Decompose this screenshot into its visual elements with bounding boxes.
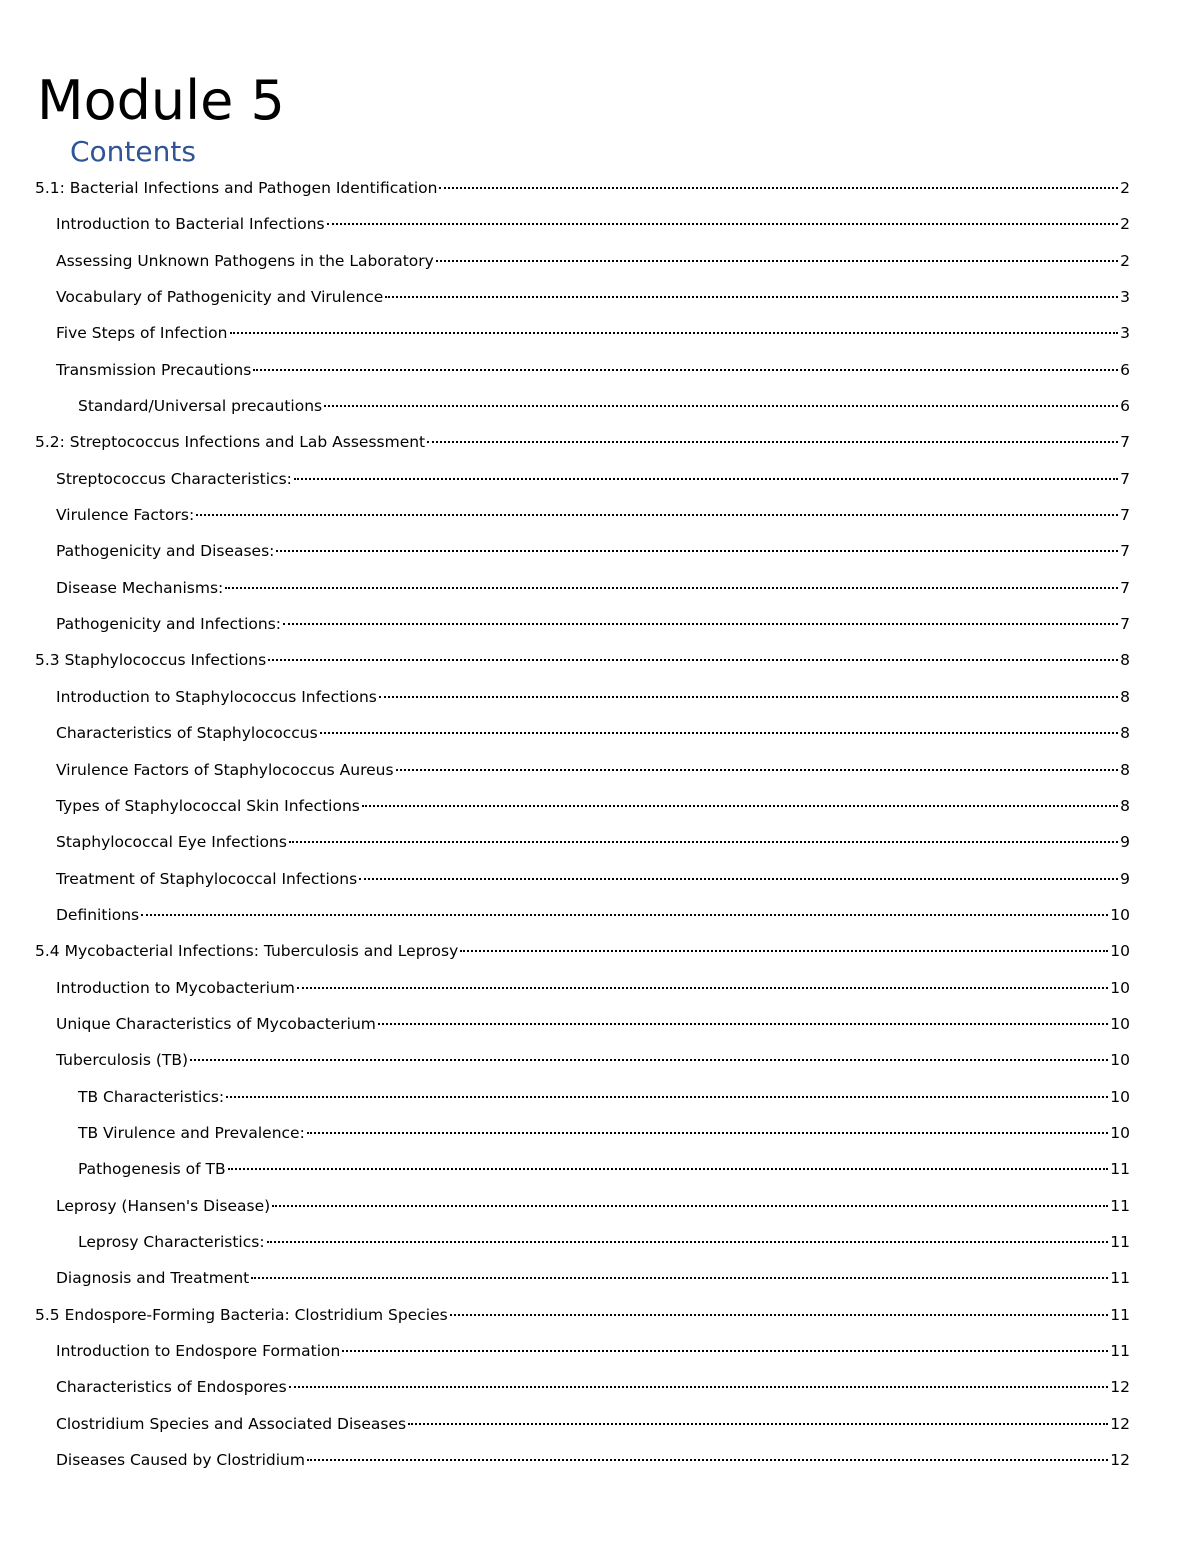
toc-entry-label: Leprosy (Hansen's Disease) [56,1196,271,1215]
toc-entry[interactable] [35,970,1130,1006]
toc-entry[interactable] [35,315,1130,351]
toc-entry-label: TB Virulence and Prevalence: [78,1123,305,1142]
toc-entry-label: 5.2: Streptococcus Infections and Lab Assessment [35,433,426,452]
toc-entry-label: Standard/Universal precautions [78,397,323,416]
toc-page-number: 10 [1110,1051,1130,1070]
toc-entry[interactable] [35,1115,1130,1151]
toc-entry[interactable] [35,533,1130,569]
toc-entry[interactable] [35,752,1130,788]
toc-entry-label: Assessing Unknown Pathogens in the Laboratory [56,251,434,270]
toc-entry-label: Staphylococcal Eye Infections [56,833,287,852]
toc-entry-label: Introduction to Bacterial Infections [56,215,325,234]
toc-page-number: 3 [1120,288,1130,307]
toc-page-number: 9 [1120,833,1130,852]
toc-entry[interactable] [35,679,1130,715]
toc-page-number: 7 [1120,578,1130,597]
toc-page-number: 7 [1120,542,1130,561]
toc-entry-label: TB Characteristics: [78,1087,225,1106]
toc-dot-leader [436,260,1118,262]
toc-entry-label: Pathogenicity and Infections: [56,615,282,634]
toc-entry-label: Types of Staphylococcal Skin Infections [56,796,360,815]
toc-page-number: 10 [1110,978,1130,997]
toc-dot-leader [385,296,1118,298]
toc-entry-label: Treatment of Staphylococcal Infections [56,869,358,888]
toc-page-number: 11 [1110,1342,1130,1360]
toc-entry[interactable] [35,570,1130,606]
toc-page-number: 11 [1110,1269,1130,1288]
toc-page-number: 2 [1120,251,1130,270]
toc-dot-leader [225,587,1118,589]
toc-page-number: 11 [1110,1232,1130,1251]
toc-page-number: 8 [1120,687,1130,706]
toc-entry-label: Virulence Factors: [56,506,195,525]
toc-entry-label: Diagnosis and Treatment [56,1269,250,1288]
toc-dot-leader [272,1205,1108,1207]
toc-dot-leader [450,1314,1109,1316]
toc-entry[interactable] [35,352,1130,388]
toc-page-number: 12 [1110,1451,1130,1470]
toc-entry[interactable] [35,243,1130,279]
toc-dot-leader [362,805,1118,807]
toc-entry[interactable] [35,1079,1130,1115]
toc-page-number: 6 [1120,360,1130,379]
toc-dot-leader [251,1277,1108,1279]
toc-entry-label: Introduction to Staphylococcus Infections [56,687,377,706]
toc-page-number: 11 [1110,1196,1130,1215]
toc-dot-leader [289,841,1118,843]
document-title: Module 5 [37,69,285,132]
toc-dot-leader [342,1350,1108,1352]
toc-page-number: 10 [1110,1087,1130,1106]
toc-entry-label: Pathogenesis of TB [78,1160,226,1179]
toc-entry-label: 5.5 Endospore-Forming Bacteria: Clostridium Species [35,1305,448,1324]
toc-dot-leader [307,1132,1108,1134]
toc-entry[interactable] [35,1406,1130,1442]
toc-dot-leader [320,732,1118,734]
toc-page-number: 12 [1110,1414,1130,1433]
toc-dot-leader [283,623,1118,625]
toc-dot-leader [294,478,1118,480]
toc-page-number: 10 [1110,1014,1130,1033]
toc-dot-leader [324,405,1118,407]
toc-dot-leader [141,914,1108,916]
toc-dot-leader [378,1023,1108,1025]
toc-dot-leader [226,1096,1108,1098]
toc-entry-label: Definitions [56,905,140,924]
toc-entry[interactable] [35,1006,1130,1042]
toc-entry[interactable] [35,1042,1130,1078]
toc-page-number: 8 [1120,796,1130,815]
toc-page-number: 8 [1120,760,1130,779]
toc-entry-label: Vocabulary of Pathogenicity and Virulence [56,288,384,307]
toc-entry-label: Diseases Caused by Clostridium [56,1451,305,1470]
toc-page-number: 10 [1110,1123,1130,1142]
toc-entry[interactable] [35,788,1130,824]
toc-dot-leader [460,950,1108,952]
toc-page-number: 8 [1120,724,1130,743]
toc-dot-leader [253,369,1118,371]
toc-page-number: 3 [1120,324,1130,343]
toc-dot-leader [359,878,1118,880]
toc-entry-label: Introduction to Mycobacterium [56,978,295,997]
toc-entry-label: 5.1: Bacterial Infections and Pathogen Identification [35,179,438,197]
toc-dot-leader [230,332,1119,334]
toc-entry[interactable] [35,388,1130,424]
toc-entry[interactable] [35,1224,1130,1260]
toc-dot-leader [427,441,1118,443]
toc-dot-leader [289,1386,1109,1388]
toc-entry[interactable] [35,1369,1130,1405]
toc-entry-label: Characteristics of Staphylococcus [56,724,318,743]
toc-entry-label: Unique Characteristics of Mycobacterium [56,1014,376,1033]
toc-entry[interactable] [35,824,1130,860]
toc-dot-leader [190,1059,1108,1061]
toc-entry[interactable] [35,424,1130,460]
toc-dot-leader [228,1168,1109,1170]
toc-entry[interactable] [35,933,1130,969]
toc-entry[interactable] [35,1260,1130,1296]
toc-dot-leader [307,1459,1108,1461]
toc-page-number: 8 [1120,651,1130,670]
toc-entry[interactable] [35,170,1130,206]
toc-entry[interactable] [35,715,1130,751]
toc-entry[interactable] [35,861,1130,897]
toc-entry[interactable] [35,497,1130,533]
toc-page-number: 10 [1110,905,1130,924]
toc-entry-label: Transmission Precautions [56,360,252,379]
toc-heading: Contents [70,135,196,168]
toc-page-number: 12 [1110,1378,1130,1397]
toc-entry-label: Five Steps of Infection [56,324,228,343]
toc-entry[interactable] [35,279,1130,315]
toc-entry[interactable] [35,606,1130,642]
toc-entry[interactable] [35,1333,1130,1369]
toc-entry-label: Introduction to Endospore Formation [56,1342,341,1360]
toc-dot-leader [268,659,1118,661]
toc-entry[interactable] [35,1297,1130,1333]
toc-page-number: 11 [1110,1160,1130,1179]
toc-page-number: 10 [1110,942,1130,961]
toc-entry-label: 5.3 Staphylococcus Infections [35,651,267,670]
toc-entry[interactable] [35,1442,1130,1478]
toc-entry-label: Streptococcus Characteristics: [56,469,292,488]
toc-entry-label: 5.4 Mycobacterial Infections: Tuberculosis and Leprosy [35,942,459,961]
toc-entry-label: Disease Mechanisms: [56,578,224,597]
toc-page-number: 7 [1120,433,1130,452]
toc-dot-leader [267,1241,1109,1243]
toc-entry-label: Clostridium Species and Associated Diseases [56,1414,407,1433]
table-of-contents [35,170,1130,1478]
toc-entry-label: Leprosy Characteristics: [78,1232,265,1251]
toc-dot-leader [408,1423,1108,1425]
toc-page-number: 11 [1110,1305,1130,1324]
toc-dot-leader [379,696,1118,698]
toc-page-number: 7 [1120,615,1130,634]
toc-page-number: 6 [1120,397,1130,416]
toc-entry-label: Pathogenicity and Diseases: [56,542,275,561]
toc-dot-leader [276,550,1118,552]
toc-entry-label: Virulence Factors of Staphylococcus Aureus [56,760,394,779]
toc-dot-leader [396,769,1119,771]
toc-page-number: 7 [1120,506,1130,525]
toc-entry[interactable] [35,1188,1130,1224]
toc-entry[interactable] [35,642,1130,678]
toc-entry[interactable] [35,461,1130,497]
toc-page-number: 9 [1120,869,1130,888]
toc-entry[interactable] [35,1151,1130,1187]
toc-dot-leader [439,187,1118,189]
toc-dot-leader [297,987,1108,989]
toc-entry-label: Characteristics of Endospores [56,1378,287,1397]
toc-page-number: 2 [1120,215,1130,234]
toc-dot-leader [327,223,1118,225]
toc-page-number: 2 [1120,179,1130,197]
toc-dot-leader [196,514,1118,516]
toc-entry[interactable] [35,897,1130,933]
toc-entry[interactable] [35,206,1130,242]
toc-entry-label: Tuberculosis (TB) [56,1051,189,1070]
toc-page-number: 7 [1120,469,1130,488]
